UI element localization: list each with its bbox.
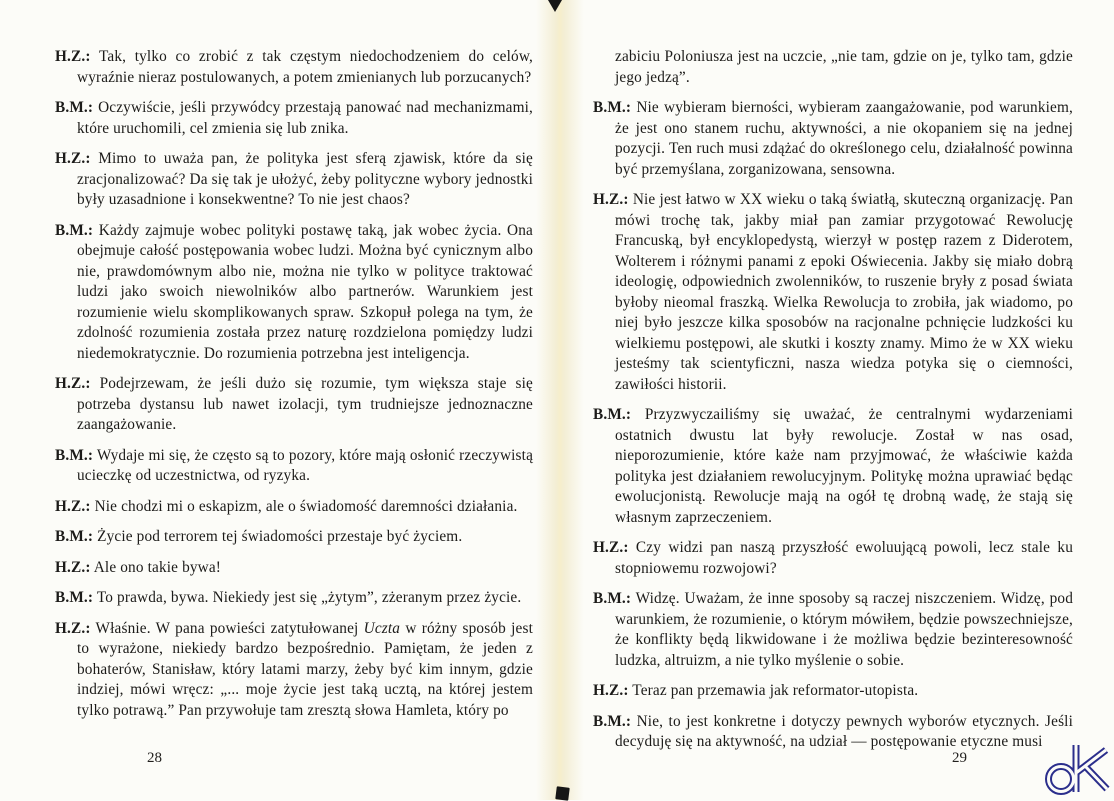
speaker-label: B.M.: — [55, 221, 94, 239]
dialogue-text: Teraz pan przemawia jak reformator-utopista. — [632, 682, 919, 699]
dialogue-text: Nie chodzi mi o eskapizm, ale o świadomość daremności działania. — [94, 497, 518, 515]
dialogue-paragraph — [55, 446, 533, 487]
book-title-italic: Uczta — [363, 619, 401, 637]
dialogue-paragraph — [593, 681, 1073, 702]
publisher-dk-logo-icon — [1044, 742, 1110, 798]
dialogue-paragraph — [55, 149, 533, 211]
speaker-label: H.Z.: — [55, 48, 91, 65]
speaker-label: H.Z.: — [593, 682, 629, 699]
speaker-label: H.Z.: — [55, 375, 91, 392]
speaker-label: B.M.: — [55, 589, 94, 606]
dialogue-paragraph — [55, 497, 533, 518]
dialogue-paragraph — [55, 98, 533, 139]
dialogue-text: Nie jest łatwo w XX wieku o taką światłą, skuteczną organizację. Pan mówi trochę tak, jakby miał pan zamiar przygotować Rewolucję Francuską, był encyklopedystą, wierzył w postęp razem z Diderotem, Wolterem i różnymi panami z epoki Oświecenia. Jakby się miało dobrą ideologię, odpowiednich zwolenników, to ruszenie bryły z posad świata byłoby nieomal fraszką. Wielka Rewolucja to zrobiła, jak wiadomo, po niej było jeszcze kilka sposobów na racjonalne pchnięcie ludzkości ku wielkiemu postępowi, ale skutki i koszty znamy. Mimo że w XX wieku jesteśmy tak scientyficzni, nasza wiedza potyka się o ciemności, zawiłości historii. — [615, 191, 1074, 393]
dialogue-text: Oczywiście, jeśli przywódcy przestają panować nad mechanizmami, które uruchomili, cel zmienia się lub znika. — [77, 99, 533, 137]
dialogue-paragraph — [593, 538, 1073, 579]
dialogue-text: Widzę. Uważam, że inne sposoby są raczej niszczeniem. Widzę, pod warunkiem, że rozumienie, o którym mówiłem, będzie powszechniejsze, że konflikty będą likwidowane i że możliwa będzie bezinteresowność ludzka, altruizm, a nie tylko myślenie o sobie. — [615, 590, 1073, 669]
dialogue-text: Nie, to jest konkretne i dotyczy pewnych wyborów etycznych. Jeśli decyduję się na aktywność, na udział — postępowanie etyczne musi — [615, 712, 1073, 750]
binding-mark-bottom — [555, 786, 569, 800]
dialogue-paragraph — [593, 47, 1073, 88]
speaker-label: H.Z.: — [55, 619, 91, 637]
dialogue-paragraph — [55, 221, 533, 365]
dialogue-paragraph — [55, 47, 533, 88]
dialogue-paragraph — [55, 558, 533, 579]
dialogue-text: Życie pod terrorem tej świadomości przestaje być życiem. — [97, 528, 463, 545]
dialogue-paragraph — [55, 619, 533, 722]
speaker-label: B.M.: — [55, 528, 94, 545]
dialogue-text: Tak, tylko co zrobić z tak częstym niedochodzeniem do celów, wyraźnie nieraz postulowanych, a potem zmienianych lub porzucanych? — [77, 48, 533, 86]
speaker-label: H.Z.: — [55, 150, 91, 167]
book-spine-gutter — [536, 0, 584, 800]
speaker-label: B.M.: — [593, 99, 632, 116]
speaker-label: B.M.: — [593, 590, 632, 607]
page-number-left: 28 — [147, 750, 162, 766]
dialogue-paragraph — [593, 589, 1073, 671]
speaker-label: B.M.: — [593, 712, 632, 730]
speaker-label: B.M.: — [55, 99, 94, 116]
page-left-content — [55, 47, 533, 731]
speaker-label: B.M.: — [593, 406, 632, 423]
dialogue-text: Przyzwyczailiśmy się uważać, że centralnymi wydarzeniami ostatnich dwustu lat były rewolucje. Został w nas osad, nieporozumienie, które każe nam przyjmować, że właściwie każda polityka jest działaniem rewolucyjnym. Politykę można uprawiać będąc ewolucjonistą. Rewolucje mają na ogół tę drobną wadę, że stają się własnym zaprzeczeniem. — [615, 406, 1073, 526]
dialogue-paragraph — [593, 98, 1073, 180]
dialogue-paragraph — [55, 527, 533, 548]
dialogue-text: zabiciu Poloniusza jest na uczcie, „nie tam, gdzie on je, tylko tam, gdzie jego jedzą”. — [615, 48, 1073, 86]
dialogue-paragraph — [593, 190, 1073, 395]
speaker-label: H.Z.: — [593, 191, 629, 208]
speaker-label: H.Z.: — [593, 539, 629, 556]
dialogue-text: Mimo to uważa pan, że polityka jest sferą zjawisk, które da się zracjonalizować? Da się tak je ułożyć, żeby polityczne wybory jednostki były uzasadnione i konsekwentne? To nie jest chaos? — [77, 150, 533, 208]
dialogue-text: To prawda, bywa. Niekiedy jest się „żytym”, zżeranym przez życie. — [96, 589, 522, 606]
page-number-right: 29 — [952, 750, 967, 766]
dialogue-text: w różny sposób jest to wyrażone, niekiedy bardzo bezpośrednio. Pamiętam, że jeden z bohaterów, Stanisław, który latami marzy, żeby być kim innym, gdzie indziej, mówi wręcz: „... moje życie jest taką ucztą, na której jestem tylko potrawą.” Pan przywołuje tam zresztą słowa Hamleta, który po — [77, 619, 533, 719]
dialogue-paragraph — [55, 374, 533, 436]
dialogue-paragraph — [593, 712, 1073, 753]
dialogue-paragraph — [55, 588, 533, 609]
dialogue-text: Ale ono takie bywa! — [93, 558, 222, 576]
binding-mark-top — [548, 0, 562, 12]
dialogue-text: Każdy zajmuje wobec polityki postawę taką, jak wobec życia. Ona obejmuje całość postępowania wobec ludzi. Można być cynicznym albo nie, prawdomównym albo nie, można nie tylko w polityce traktować ludzi jako swoich niewolników albo partnerów. Warunkiem jest rozumienie wielu skomplikowanych spraw. Szkopuł polega na tym, że zdolność rozumienia została przez naturę rozdzielona pomiędzy ludzi niedemokratycznie. Do rozumienia potrzebna jest inteligencja. — [77, 221, 533, 362]
dialogue-text: Czy widzi pan naszą przyszłość ewoluującą powoli, lecz stale ku stopniowemu rozwojowi? — [615, 539, 1074, 577]
speaker-label: H.Z.: — [55, 497, 91, 515]
dialogue-text: Nie wybieram bierności, wybieram zaangażowanie, pod warunkiem, że jest ono stanem ruchu, aktywności, a nie okopaniem się na jednej pozycji. Ten ruch musi zdążać do określonego celu, działalność powinna być przemyślana, zorganizowana, sensowna. — [615, 99, 1073, 178]
dialogue-text: Właśnie. W pana powieści zatytułowanej — [95, 619, 364, 637]
speaker-label: B.M.: — [55, 446, 94, 464]
dialogue-paragraph — [593, 405, 1073, 528]
speaker-label: H.Z.: — [55, 558, 91, 576]
dialogue-text: Podejrzewam, że jeśli dużo się rozumie, tym większa staje się potrzeba dystansu lub nawet izolacji, tym trudniejsze jednoznaczne zaangażowanie. — [77, 375, 533, 433]
dialogue-text: Wydaje mi się, że często są to pozory, które mają osłonić rzeczywistą ucieczkę od uczestnictwa, od ryzyka. — [77, 446, 534, 484]
page-right-content — [593, 47, 1073, 763]
